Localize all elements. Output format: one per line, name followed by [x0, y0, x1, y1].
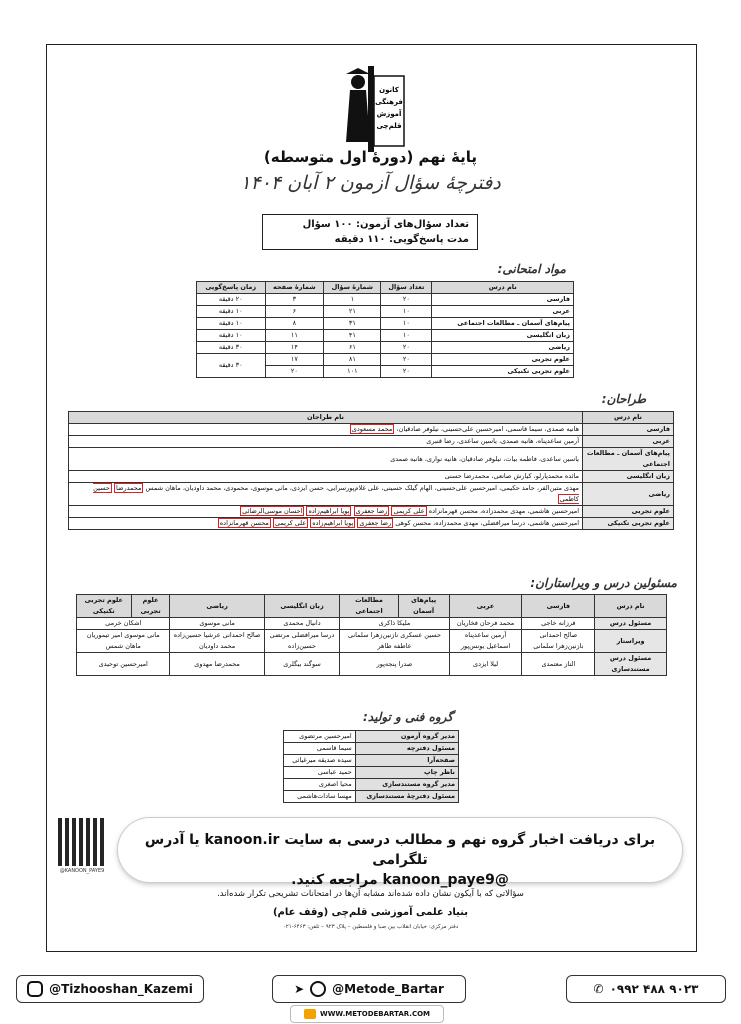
t1-cell: ۶۱	[324, 342, 381, 354]
t1-cell: ۱۰۱	[324, 366, 381, 378]
t1-cell: فارسی	[432, 294, 574, 306]
table-row	[69, 436, 674, 448]
t1-cell: ۳۰ دقیقه	[197, 354, 266, 378]
t1-cell: ۱	[324, 294, 381, 306]
t1-cell: ۴۱	[324, 330, 381, 342]
section-editors: مسئولین درس و ویراستاران:	[530, 576, 677, 590]
t1-cell: ۳۰ دقیقه	[197, 342, 266, 354]
t3-cell: سوگند بیگلری	[264, 653, 340, 676]
instagram-icon	[27, 981, 43, 997]
t1-cell: ۲۰ دقیقه	[197, 294, 266, 306]
table-row	[197, 342, 574, 354]
designer-list	[69, 448, 583, 471]
t1-cell: ۱۰	[381, 330, 432, 342]
role-label: مدیر گروه آزمون	[355, 731, 458, 743]
designer-names: آرمین ساعدپناه، هانیه صمدی، یاسین ساعدی، رضا قنبری	[426, 437, 579, 445]
exam-info-box	[262, 214, 478, 250]
t3-cell: حسین عسکری نازنین‌زهرا سلمانی عاطفه طاهر	[340, 630, 449, 653]
role-label: ناظر چاپ	[355, 767, 458, 779]
website-badge[interactable]	[290, 1005, 444, 1023]
t3-cell: دانیال محمدی	[264, 618, 340, 630]
subject-name: فارسی	[583, 424, 674, 436]
booklet-title: دفترچهٔ سؤال آزمون ۲ آبان ۱۴۰۴	[240, 172, 501, 194]
t1-cell: علوم تجربی تکنیکی	[432, 366, 574, 378]
role-label: مدیر گروه مستندسازی	[355, 779, 458, 791]
table-row	[284, 731, 459, 743]
designer-list	[69, 471, 583, 483]
t1-cell: زبان انگلیسی	[432, 330, 574, 342]
t3-cell: صدرا پنجه‌پور	[340, 653, 449, 676]
table-row	[69, 506, 674, 518]
t2-header-designers: نام طراحان	[69, 412, 583, 424]
highlighted-designer: محمدرضا	[115, 484, 142, 492]
website-icon	[304, 1009, 316, 1019]
designer-names: یاسین ساعدی، فاطمه بیات، نیلوفر صادقیان، هانیه نواری، هانیه صمدی	[390, 454, 579, 463]
t1-header-4: زمان پاسخ‌گویی	[197, 282, 266, 294]
t3-cell: ملیکا ذاکری	[340, 618, 449, 630]
t1-cell: علوم تجربی	[432, 354, 574, 366]
t1-header-0: نام درس	[432, 282, 574, 294]
editors-table	[76, 594, 667, 676]
subject-name: علوم تجربی تکنیکی	[583, 518, 674, 530]
highlighted-designer: پویا ابراهیم‌زاده	[312, 519, 354, 527]
table-row	[197, 330, 574, 342]
t3-cell: مانی موسوی امیر تیموریان ماهان شمس	[77, 630, 170, 653]
designer-list	[69, 436, 583, 448]
website-url: WWW.METODEBARTAR.COM	[319, 1010, 431, 1018]
designer-list	[69, 424, 583, 436]
table-row	[69, 518, 674, 530]
section-production: گروه فنی و تولید:	[362, 710, 453, 724]
table-row	[197, 294, 574, 306]
t1-cell: ۱۱	[265, 330, 324, 342]
svg-text:آموزش: آموزش	[376, 110, 402, 118]
t1-cell: ۱۷	[265, 354, 324, 366]
t3-header-8: علوم تجربی تکنیکی	[77, 595, 132, 618]
banner-line1: برای دریافت اخبار گروه نهم و مطالب درسی به سایت kanoon.ir یا آدرس تلگرامی	[144, 832, 656, 868]
table-row	[284, 755, 459, 767]
banner-line2: @kanoon_paye9 مراجعه کنید.	[291, 872, 509, 888]
row-label: مسئول درس	[595, 618, 667, 630]
t1-cell: ۶	[265, 306, 324, 318]
t3-header-3: پیام‌های آسمان	[398, 595, 449, 618]
row-label: ویراستار	[595, 630, 667, 653]
designer-list	[69, 483, 583, 506]
table-row	[197, 354, 574, 366]
t1-cell: ۱۰	[381, 306, 432, 318]
phone-icon: ✆	[593, 982, 604, 996]
subject-name: زبان انگلیسی	[583, 471, 674, 483]
designer-list	[69, 518, 583, 530]
subject-name: علوم تجربی	[583, 506, 674, 518]
section-exam-subjects: مواد امتحانی:	[497, 262, 566, 276]
highlighted-designer: علی کریمی	[393, 507, 425, 515]
designer-names: مائده محمدپارلو، کیارش صانعی، محمدرضا حسنی	[444, 472, 579, 480]
t3-header-7: علوم تجربی	[131, 595, 170, 618]
t1-cell: ۲۰	[381, 354, 432, 366]
subject-name: ریاضی	[583, 483, 674, 506]
t1-cell: ۱۴	[265, 342, 324, 354]
t3-header-4: مطالعات اجتماعی	[340, 595, 398, 618]
row-label: مسئول درس مستندسازی	[595, 653, 667, 676]
eitaa-icon	[310, 981, 326, 997]
person-name: مهسا سادات‌هاشمی	[284, 791, 356, 803]
icon-note: سؤالاتی که با آیکون نشان داده شده‌اند مشابه آن‌ها در امتحانات تشریحی تکرار شده‌اند.	[217, 889, 524, 899]
table-row	[69, 471, 674, 483]
t3-header-1: فارسی	[522, 595, 595, 618]
table-row	[77, 618, 667, 630]
t1-header-2: شمارهٔ سؤال	[324, 282, 381, 294]
person-name: حمید عباسی	[284, 767, 356, 779]
t1-cell: ۸	[265, 318, 324, 330]
t3-cell: فرزانه خاجی	[522, 618, 595, 630]
t1-header-3: شمارهٔ صفحه	[265, 282, 324, 294]
instagram-handle: @Tizhooshan_Kazemi	[49, 982, 193, 996]
table-row	[69, 448, 674, 471]
table-row	[77, 653, 667, 676]
phone-number: ۰۹۹۲ ۴۸۸ ۹۰۲۳	[609, 982, 699, 996]
telegram-handle: @Metode_Bartar	[332, 982, 444, 996]
t1-header-1: تعداد سؤال	[381, 282, 432, 294]
exam-duration: مدت پاسخ‌گویی: ۱۱۰ دقیقه	[334, 234, 469, 245]
svg-text:فرهنگی: فرهنگی	[375, 98, 403, 106]
designer-list	[69, 506, 583, 518]
t1-cell: ۲۰	[381, 366, 432, 378]
t3-header-0: نام درس	[595, 595, 667, 618]
designer-names: امیرحسین هاشمی، مهدی محمدزاده، محسن قهرمانزاده	[428, 507, 579, 515]
t3-cell: محمدرضا مهدوی	[170, 653, 264, 676]
t3-cell: آرمین ساعدپناه اسماعیل یونس‌پور	[449, 630, 522, 653]
t1-cell: ۲۰	[381, 342, 432, 354]
designers-table	[68, 411, 674, 530]
telegram-icon: ➤	[294, 982, 305, 996]
t1-cell: عربی	[432, 306, 574, 318]
table-row	[284, 779, 459, 791]
exam-subjects-table	[196, 281, 574, 378]
t1-cell: ۲۰	[265, 366, 324, 378]
telegram-badge[interactable]	[272, 975, 466, 1003]
qr-label: @KANOON_PAYE9	[59, 868, 105, 874]
table-row	[197, 306, 574, 318]
highlighted-designer: علی کریمی	[275, 519, 307, 527]
highlighted-designer: محسن قهرمانزاده	[219, 519, 269, 527]
designer-names: هانیه صمدی، سیما قاسمی، امیرحسین علی‌حسینی، نیلوفر صادقیان،	[396, 425, 579, 433]
role-label: مسئول دفترچه	[355, 743, 458, 755]
t3-cell: مانی موسوی	[170, 618, 264, 630]
t3-cell: درسا میرافضلی مرتضی حسین‌زاده	[264, 630, 340, 653]
grade-title: پایهٔ نهم (دورهٔ اول متوسطه)	[263, 148, 478, 166]
t2-header-subject: نام درس	[583, 412, 674, 424]
person-name: سیما قاسمی	[284, 743, 356, 755]
qr-code[interactable]	[58, 818, 106, 866]
production-table	[283, 730, 459, 803]
table-row	[77, 630, 667, 653]
subject-name: پیام‌های آسمان ـ مطالعات اجتماعی	[583, 448, 674, 471]
t3-cell: محمد فرحان فخاریان	[449, 618, 522, 630]
highlighted-designer: محمد مسعودی	[351, 425, 393, 433]
t3-cell: امیرحسین توحیدی	[77, 653, 170, 676]
table-row	[284, 791, 459, 803]
t3-cell: صالح احمدانی عرشیا حسین‌زاده محمد داودیان	[170, 630, 264, 653]
svg-text:قلم‌چی: قلم‌چی	[376, 122, 402, 130]
table-row	[69, 483, 674, 506]
designer-names: مهدی متین‌الفر، حامد حکیمی، امیرحسین علی‌حسینی، الهام گیلک حسینی، علی غلام‌پورسرایی، حسن ایزدی، مانی موسوی، محمودی، محمد داودیان، ماهان شمس	[145, 484, 579, 492]
highlighted-designer: حسین کاظمی	[93, 484, 579, 503]
subject-name: عربی	[583, 436, 674, 448]
role-label: مسئول دفترچهٔ مستندسازی	[355, 791, 458, 803]
t1-cell: پیام‌های آسمان ـ مطالعات اجتماعی	[432, 318, 574, 330]
t3-cell: صالح احمدانی نازنین‌زهرا سلمانی	[522, 630, 595, 653]
table-row	[197, 318, 574, 330]
t1-cell: ۲۱	[324, 306, 381, 318]
t3-header-5: زبان انگلیسی	[264, 595, 340, 618]
phone-badge[interactable]	[566, 975, 726, 1003]
t3-cell: اشکان خرمی	[77, 618, 170, 630]
t1-cell: ۳	[265, 294, 324, 306]
person-name: سیده صدیقه میرغیاثی	[284, 755, 356, 767]
highlighted-designer: احسان موسی‌الرضائی	[242, 507, 303, 515]
highlighted-designer: پویا ابراهیم‌زاده	[308, 507, 350, 515]
table-row	[69, 424, 674, 436]
t1-cell: ۱۰	[381, 318, 432, 330]
person-name: امیرحسین مرتضوی	[284, 731, 356, 743]
svg-text:کانون: کانون	[379, 86, 399, 94]
table-row	[284, 767, 459, 779]
t1-cell: ۳۱	[324, 318, 381, 330]
role-label: صفحه‌آرا	[355, 755, 458, 767]
highlighted-designer: رضا جعفری	[359, 519, 392, 527]
kanoon-logo	[340, 62, 410, 154]
t3-header-6: ریاضی	[170, 595, 264, 618]
t1-cell: ۱۰ دقیقه	[197, 318, 266, 330]
t1-cell: ریاضی	[432, 342, 574, 354]
t3-cell: لیلا ایزدی	[449, 653, 522, 676]
table-row	[284, 743, 459, 755]
news-banner	[118, 818, 682, 888]
t1-cell: ۲۰	[381, 294, 432, 306]
instagram-badge[interactable]	[16, 975, 204, 1003]
t1-cell: ۱۰ دقیقه	[197, 330, 266, 342]
central-office-address: دفتر مرکزی: خیابان انقلاب بین صبا و فلسطین – پلاک ۹۲۳ – تلفن: ۶۴۶۳-۰۲۱	[282, 924, 459, 930]
question-count: تعداد سؤال‌های آزمون: ۱۰۰ سؤال	[302, 219, 469, 230]
t1-cell: ۱۰ دقیقه	[197, 306, 266, 318]
person-name: محیا اصغری	[284, 779, 356, 791]
highlighted-designer: رضا جعفری	[355, 507, 388, 515]
section-designers: طراحان:	[601, 392, 646, 406]
t3-cell: الناز معتمدی	[522, 653, 595, 676]
designer-names: امیرحسین هاشمی، درسا میرافضلی، مهدی محمدزاده، محسن کوهی	[395, 519, 579, 527]
t1-cell: ۸۱	[324, 354, 381, 366]
foundation-name: بنیاد علمی آموزشی قلم‌چی (وقف عام)	[272, 907, 469, 918]
t3-header-2: عربی	[449, 595, 522, 618]
